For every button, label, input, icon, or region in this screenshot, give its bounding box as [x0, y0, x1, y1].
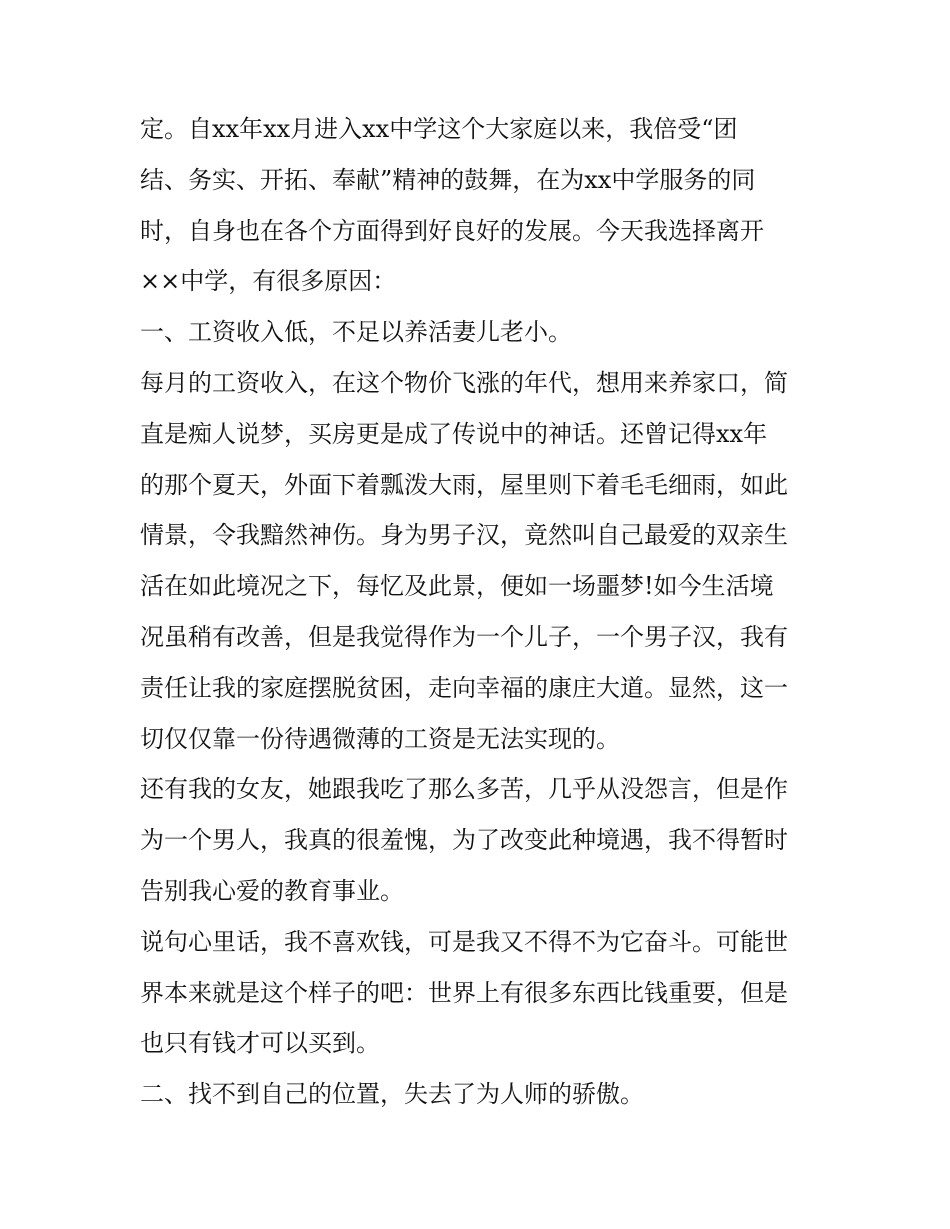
text-line: 时，自身也在各个方面得到好良好的发展。今天我选择离开 — [140, 216, 764, 245]
text-line: 况虽稍有改善，但是我觉得作为一个儿子，一个男子汉，我有 — [140, 622, 788, 651]
text-line: 每月的工资收入，在这个物价飞涨的年代，想用来养家口，简 — [140, 368, 788, 397]
text-line: ××中学，有很多原因： — [140, 267, 397, 296]
text-line: 告别我心爱的教育事业。 — [140, 876, 404, 905]
section-heading: 二、找不到自己的位置，失去了为人师的骄傲。 — [140, 1080, 644, 1109]
text-line: 结、务实、开拓、奉献”精神的鼓舞，在为xx中学服务的同 — [140, 165, 756, 194]
text-line: 为一个男人，我真的很羞愧，为了改变此种境遇，我不得暂时 — [140, 826, 788, 855]
text-line: 活在如此境况之下，每忆及此景，便如一场噩梦!如今生活境 — [140, 572, 774, 601]
text-line: 说句心里话，我不喜欢钱，可是我又不得不为它奋斗。可能世 — [140, 927, 788, 956]
text-line: 切仅仅靠一份待遇微薄的工资是无法实现的。 — [140, 724, 620, 753]
text-line: 还有我的女友，她跟我吃了那么多苦，几乎从没怨言，但是作 — [140, 775, 788, 804]
text-line: 定。自xx年xx月进入xx中学这个大家庭以来，我倍受“团 — [140, 115, 738, 143]
text-line: 责任让我的家庭摆脱贫困，走向幸福的康庄大道。显然，这一 — [140, 673, 788, 702]
text-line: 的那个夏天，外面下着瓢泼大雨，屋里则下着毛毛细雨，如此 — [140, 470, 788, 499]
section-heading: 一、工资收入低，不足以养活妻儿老小。 — [140, 318, 572, 347]
text-line: 界本来就是这个样子的吧：世界上有很多东西比钱重要，但是 — [140, 978, 788, 1007]
document-body — [140, 104, 820, 1120]
text-line: 情景，令我黯然神伤。身为男子汉，竟然叫自己最爱的双亲生 — [140, 521, 788, 550]
text-line: 也只有钱才可以买到。 — [140, 1029, 380, 1058]
text-line: 直是痴人说梦，买房更是成了传说中的神话。还曾记得xx年 — [140, 419, 768, 448]
